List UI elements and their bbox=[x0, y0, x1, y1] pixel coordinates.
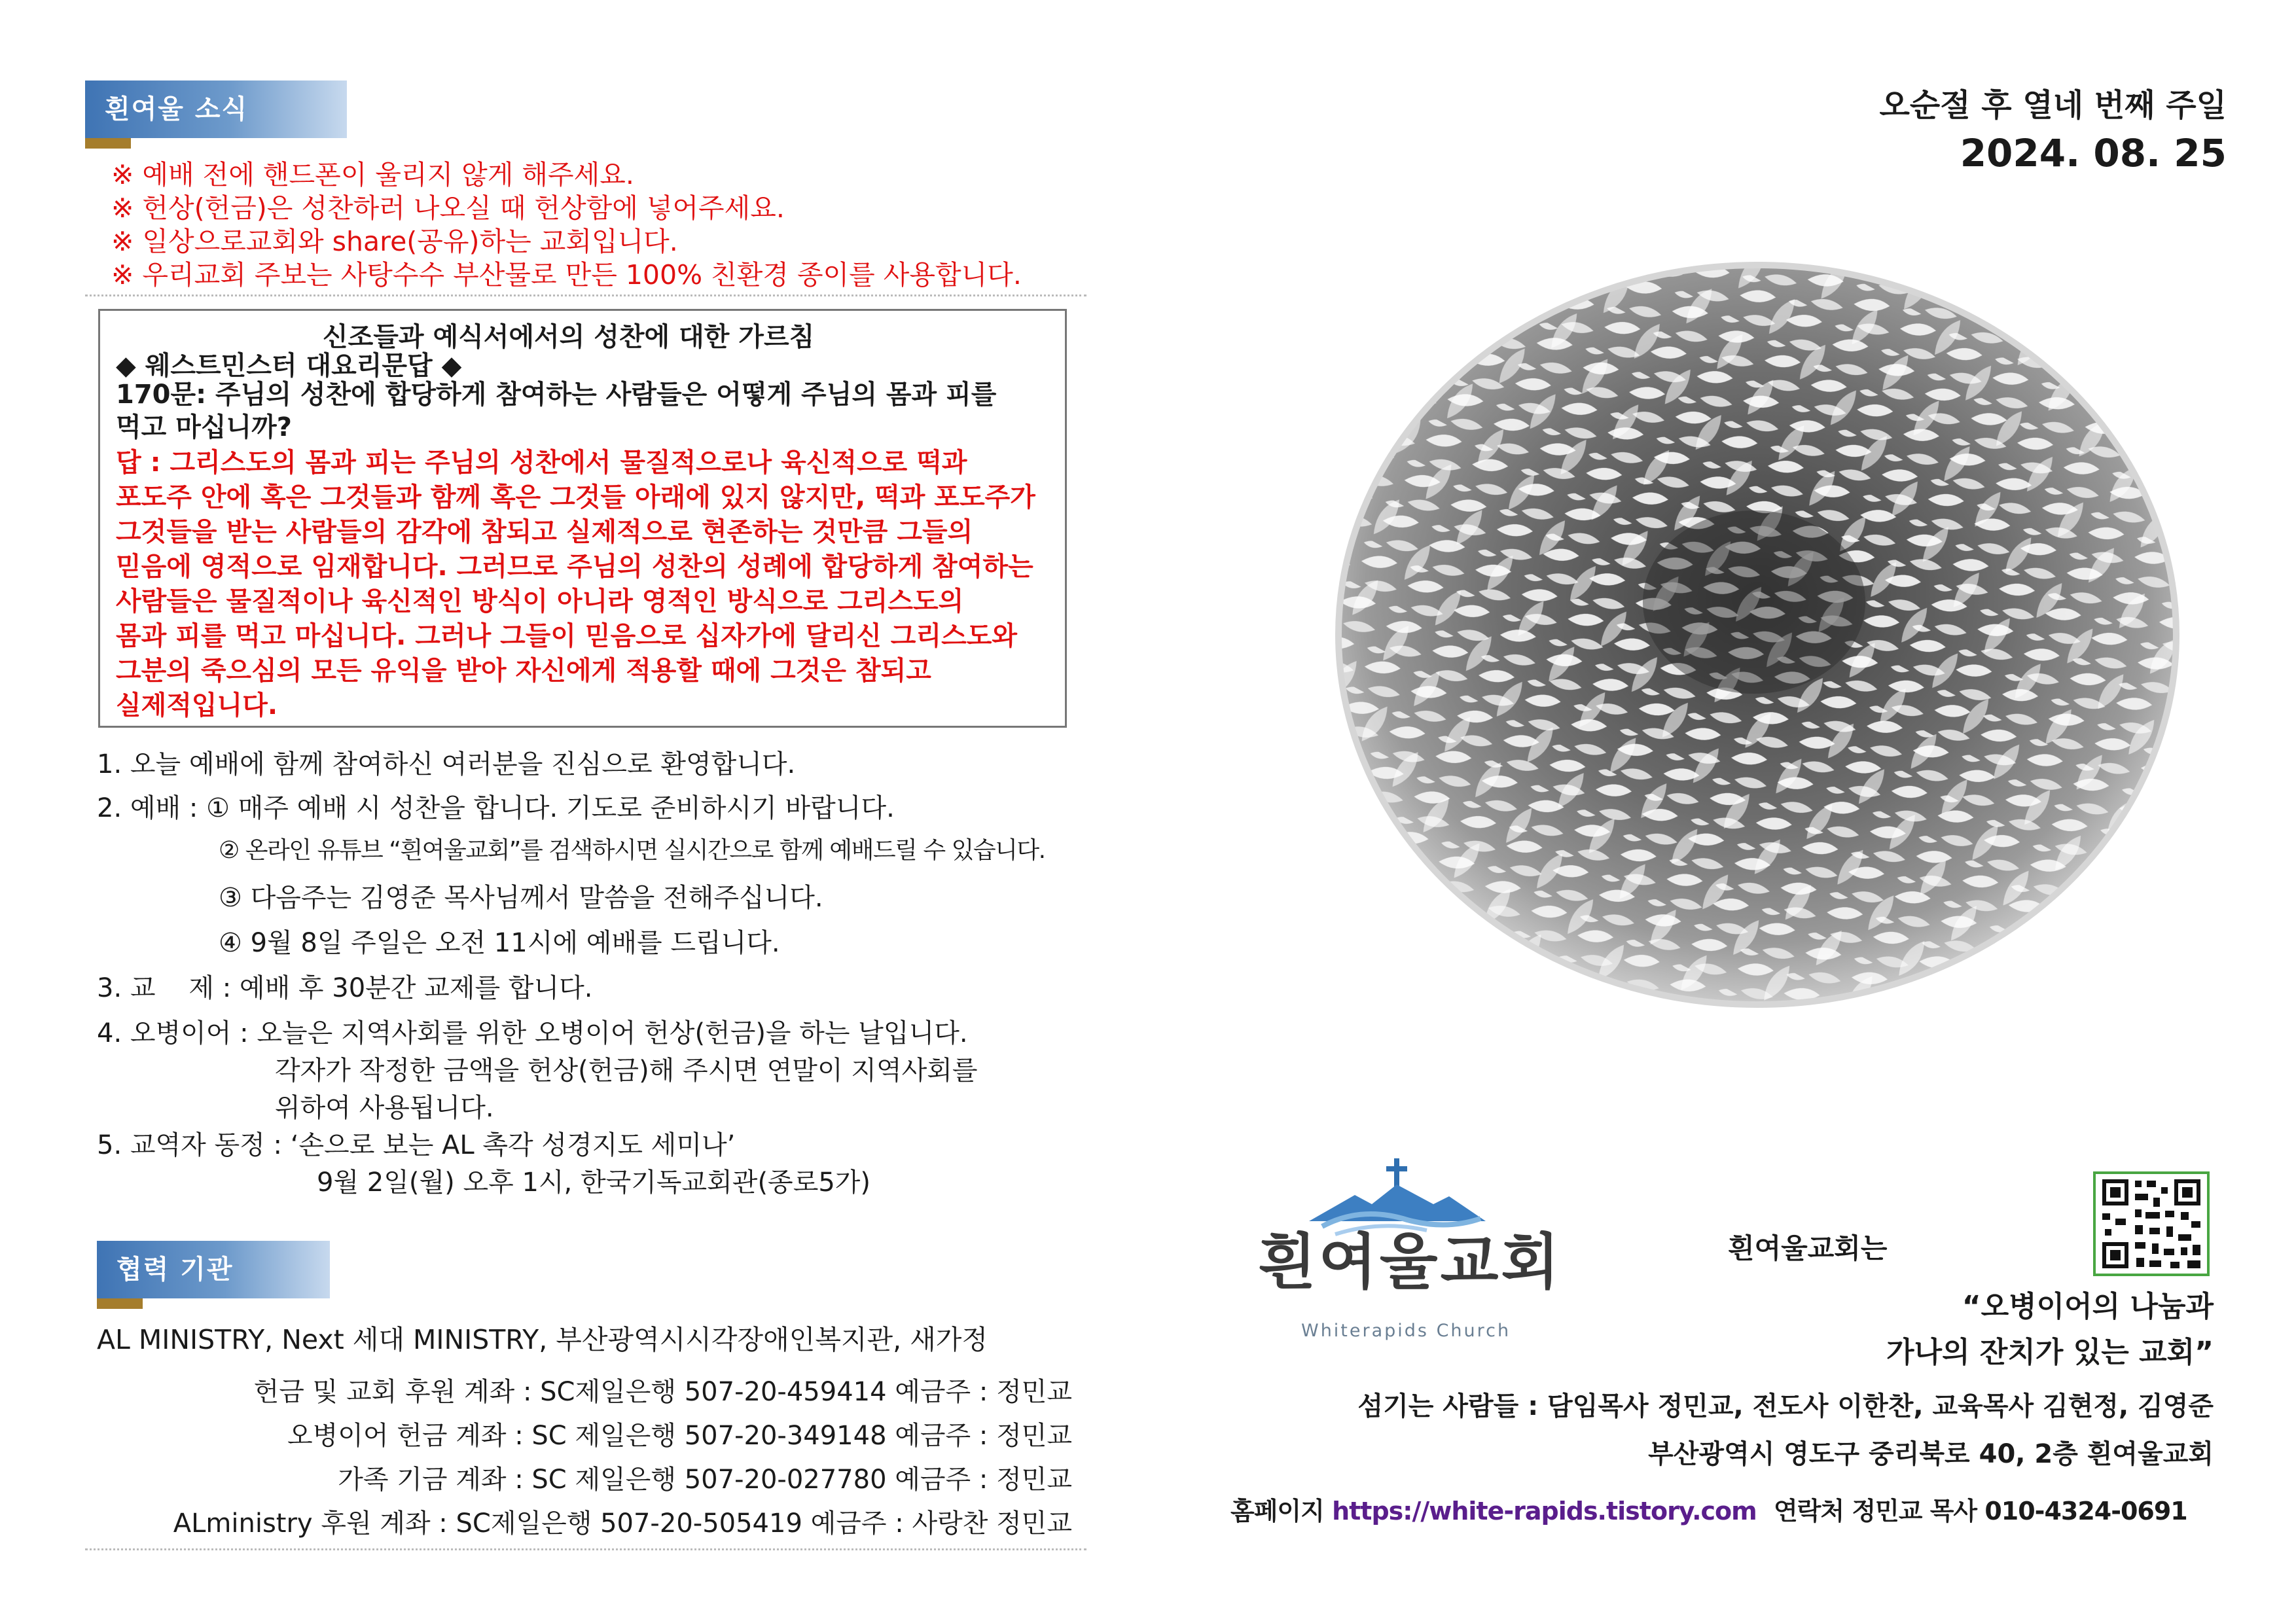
announcement-1: 1. 오늘 예배에 함께 참여하신 여러분을 진심으로 환영합니다. bbox=[97, 749, 796, 779]
announcement-5: 5. 교역자 동정 : ‘손으로 보는 AL 촉각 성경지도 세미나’ bbox=[97, 1130, 736, 1160]
catechism-box bbox=[98, 309, 1067, 728]
notice-4: ※ 우리교회 주보는 사탕수수 부산물로 만든 100% 친환경 종이를 사용합니다. bbox=[111, 259, 1022, 291]
announcement-2-2: ② 온라인 유튜브 “흰여울교회”를 검색하시면 실시간으로 함께 예배드릴 수 있습니다. bbox=[219, 837, 1045, 864]
partners-header-accent bbox=[97, 1298, 143, 1309]
homepage-link[interactable]: https://white-rapids.tistory.com bbox=[1332, 1497, 1757, 1525]
announcement-4-3: 위하여 사용됩니다. bbox=[275, 1093, 494, 1123]
answer-line-8: 실제적입니다. bbox=[116, 690, 278, 721]
announcement-4-2: 각자가 작정한 금액을 헌상(헌금)해 주시면 연말이 지역사회를 bbox=[275, 1056, 978, 1086]
announcement-2-4: ④ 9월 8일 주일은 오전 11시에 예배를 드립니다. bbox=[219, 928, 780, 958]
partners-header bbox=[97, 1241, 330, 1298]
answer-line-6: 몸과 피를 먹고 마십니다. 그러나 그들이 믿음으로 십자가에 달리신 그리스도와 bbox=[116, 621, 1018, 651]
account-offering: 헌금 및 교회 후원 계좌 : SC제일은행 507-20-459414 예금주 : 정민교 bbox=[253, 1377, 1072, 1407]
qr-code-icon bbox=[2093, 1171, 2210, 1276]
answer-line-7: 그분의 죽으심의 모든 유익을 받아 자신에게 적용할 때에 그것은 참되고 bbox=[116, 656, 931, 686]
contact-row bbox=[1230, 1491, 2187, 1527]
catechism-title: 신조들과 예식서에서의 성찬에 대한 가르침 bbox=[323, 322, 815, 352]
news-header-label: 흰여울 소식 bbox=[105, 94, 249, 124]
bulletin-date: 2024. 08. 25 bbox=[1960, 131, 2227, 175]
account-alministry: ALministry 후원 계좌 : SC제일은행 507-20-505419 예금주 : 사랑찬 정민교 bbox=[173, 1508, 1072, 1539]
announcement-5-2: 9월 2일(월) 오후 1시, 한국기독교회관(종로5가) bbox=[317, 1168, 871, 1198]
bottom-divider bbox=[85, 1548, 1086, 1550]
divider bbox=[85, 294, 1086, 296]
catechism-subtitle: ◆ 웨스트민스터 대요리문답 ◆ bbox=[116, 351, 462, 381]
answer-line-5: 사람들은 물질적이나 육신적인 방식이 아니라 영적인 방식으로 그리스도의 bbox=[116, 586, 964, 616]
motto-line-2: 가나의 잔치가 있는 교회” bbox=[1886, 1336, 2214, 1369]
answer-line-4: 믿음에 영적으로 임재합니다. 그러므로 주님의 성찬의 성례에 합당하게 참여하는 bbox=[116, 552, 1033, 582]
homepage-label: 홈페이지 bbox=[1230, 1497, 1324, 1525]
account-family: 가족 기금 계좌 : SC 제일은행 507-20-027780 예금주 : 정민교 bbox=[338, 1465, 1072, 1495]
motto-line-1: “오병이어의 나눔과 bbox=[1962, 1290, 2214, 1323]
partner-list: AL MINISTRY, Next 세대 MINISTRY, 부산광역시시각장애인복지관, 새가정 bbox=[97, 1324, 988, 1355]
servants: 섬기는 사람들 : 담임목사 정민교, 전도사 이한찬, 교육목사 김현정, 김영준 bbox=[1357, 1391, 2214, 1421]
news-header bbox=[85, 80, 347, 138]
church-logo-english: Whiterapids Church bbox=[1301, 1321, 1511, 1341]
notice-3: ※ 일상으로교회와 share(공유)하는 교회입니다. bbox=[111, 226, 678, 257]
announcement-3: 3. 교 제 : 예배 후 30분간 교제를 합니다. bbox=[97, 973, 593, 1003]
church-logo-name: 흰여울교회 bbox=[1258, 1227, 1562, 1297]
answer-line-1: 답 : 그리스도의 몸과 피는 주님의 성찬에서 물질적으로나 육신적으로 떡과 bbox=[116, 448, 967, 478]
news-header-accent bbox=[85, 138, 131, 149]
church-address: 부산광역시 영도구 중리북로 40, 2층 흰여울교회 bbox=[1648, 1439, 2214, 1469]
question-line-2: 먹고 마십니까? bbox=[116, 412, 292, 442]
sunday-title: 오순절 후 열네 번째 주일 bbox=[1879, 87, 2227, 124]
carved-leaf-bread-image bbox=[1335, 262, 2179, 1008]
announcement-2-3: ③ 다음주는 김영준 목사님께서 말씀을 전해주십니다. bbox=[219, 883, 823, 913]
notice-2: ※ 헌상(헌금)은 성찬하러 나오실 때 헌상함에 넣어주세요. bbox=[111, 192, 785, 224]
question-line-1: 170문: 주님의 성찬에 합당하게 참여하는 사람들은 어떻게 주님의 몸과 피를 bbox=[116, 380, 997, 410]
contact-phone: 연락처 정민교 목사 010-4324-0691 bbox=[1774, 1497, 2187, 1525]
announcement-2: 2. 예배 : ① 매주 예배 시 성찬을 합니다. 기도로 준비하시기 바랍니다. bbox=[97, 793, 895, 823]
answer-line-2: 포도주 안에 혹은 그것들과 함께 혹은 그것들 아래에 있지 않지만, 떡과 포도주가 bbox=[116, 482, 1035, 512]
notice-1: ※ 예배 전에 핸드폰이 울리지 않게 해주세요. bbox=[111, 159, 634, 190]
motto-intro: 흰여울교회는 bbox=[1728, 1232, 1888, 1264]
partners-header-label: 협력 기관 bbox=[117, 1255, 234, 1285]
answer-line-3: 그것들을 받는 사람들의 감각에 참되고 실제적으로 현존하는 것만큼 그들의 bbox=[116, 517, 973, 547]
account-obyeongieo: 오병이어 헌금 계좌 : SC 제일은행 507-20-349148 예금주 : 정민교 bbox=[287, 1421, 1072, 1451]
announcement-4: 4. 오병이어 : 오늘은 지역사회를 위한 오병이어 헌상(헌금)을 하는 날입니다. bbox=[97, 1018, 968, 1048]
